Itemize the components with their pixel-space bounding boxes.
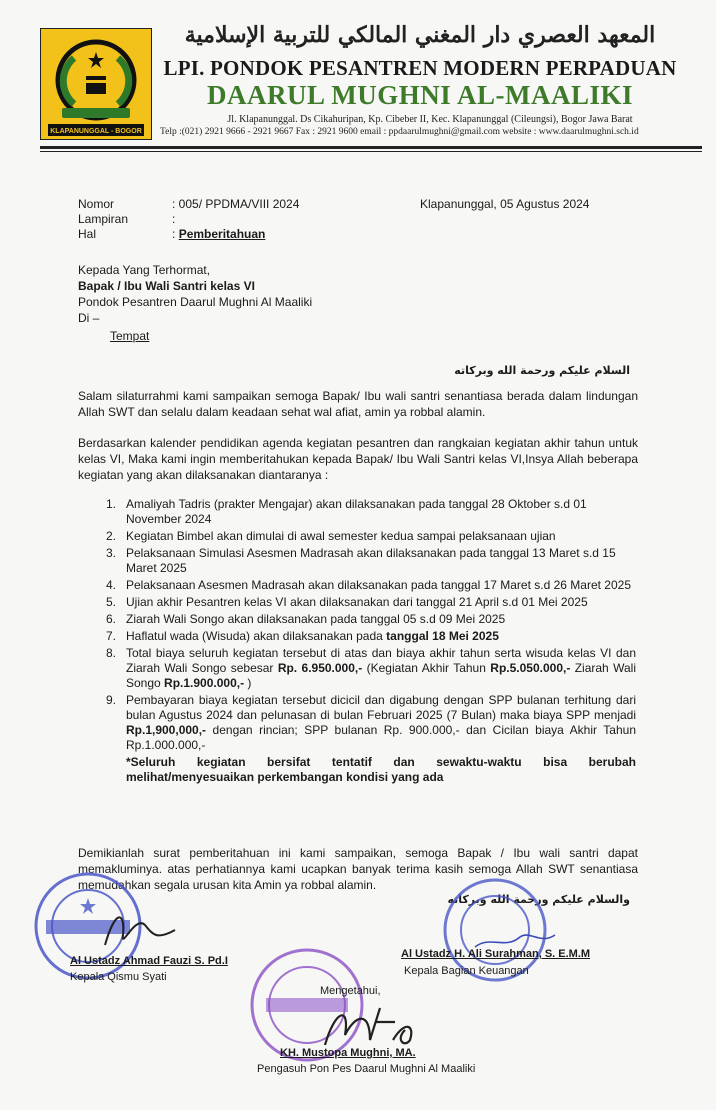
logo-caption: KLAPANUNGGAL - BOGOR [50, 128, 142, 135]
addressee-line2: Bapak / Ibu Wali Santri kelas VI [78, 279, 255, 293]
addressee-line5: Tempat [110, 329, 150, 343]
center-signatory-title: Pengasuh Pon Pes Daarul Mughni Al Maaliki [257, 1063, 476, 1075]
paragraph-intro: Berdasarkan kalender pendidikan agenda kegiatan pesantren dan rangkaian kegiatan akhir tahun untuk kelas VI, Maka kami ingin memberitahukan kepada Bapak/ Ibu Wali Santri kelas VI,Insya Allah beberapa kegiatan yang akan dilaksanakan diantaranya : [78, 436, 638, 482]
header-rule-thick [40, 146, 702, 149]
list-item: 9. Pembayaran biaya kegiatan tersebut dicicil dan digabung dengan SPP bulanan terhitung dari bulan Agustus 2024 dan pelunasan di bulan Februari 2025 (7 Bulan) maka biaya SPP menjadi Rp.1,900,000,- dengan rincian; SPP bulanan Rp. 900.000,- dan Cicilan biaya Akhir Tahun Rp.1.000.000,- [106, 693, 636, 752]
arabic-institution-name: المعهد العصري دار المغني المالكي للتربية الإسلامية [184, 22, 656, 48]
center-signatory-name: KH. Mustopa Mughni, MA. [280, 1047, 416, 1059]
list-item: 3. Pelaksanaan Simulasi Asesmen Madrasah akan dilaksanakan pada tanggal 13 Maret s.d 15 Maret 2025 [106, 546, 616, 575]
agenda-list [96, 497, 636, 787]
lampiran-value: : [172, 212, 176, 226]
right-signatory-title: Kepala Bagian Keuangan [404, 965, 529, 977]
list-item: 6. Ziarah Wali Songo akan dilaksanakan pada tanggal 05 s.d 09 Mei 2025 [106, 612, 506, 626]
letter-date: Klapanunggal, 05 Agustus 2024 [420, 197, 590, 211]
addressee-line1: Kepada Yang Terhormat, [78, 263, 211, 277]
list-item: 7. Haflatul wada (Wisuda) akan dilaksanakan pada tanggal 18 Mei 2025 [106, 629, 499, 643]
signature-left [95, 905, 185, 955]
closing-paragraph: Demikianlah surat pemberitahuan ini kami sampaikan, semoga Bapak / Ibu wali santri dapat memakluminya. atas perhatiannya kami ucapkan banyak terima kasih semoga Allah SWT senantiasa memudahkan segala urusan kita Amin ya robbal alamin. [78, 846, 638, 892]
signature-center [315, 1000, 425, 1050]
institution-logo [40, 28, 152, 140]
lampiran-label: Lampiran [78, 212, 129, 226]
institution-address: Jl. Klapanunggal. Ds Cikahuripan, Kp. Cibeber II, Kec. Klapanunggal (Cileungsi), Bogor Jawa Barat [227, 114, 633, 125]
addressee-line4: Di – [78, 311, 100, 325]
acknowledged-label: Mengetahui, [320, 985, 381, 997]
nomor-value: : 005/ PPDMA/VIII 2024 [172, 197, 300, 211]
hal-value: Pemberitahuan [178, 227, 266, 241]
list-item: 5. Ujian akhir Pesantren kelas VI akan dilaksanakan dari tanggal 21 April s.d 01 Mei 2025 [106, 595, 588, 609]
right-signatory-name: Al Ustadz H. Ali Surahman, S. E.M.M [401, 948, 591, 960]
list-item: 2. Kegiatan Bimbel akan dimulai di awal semester kedua sampai pelaksanaan ujian [106, 529, 556, 543]
header-rule-thin [40, 151, 702, 152]
closing-arabic: والسلام عليكم ورحمة الله وبركاته [447, 893, 630, 906]
addressee-line3: Pondok Pesantren Daarul Mughni Al Maaliki [78, 295, 313, 309]
hal-colon: : [172, 227, 176, 241]
tentative-note: *Seluruh kegiatan bersifat tentatif dan sewaktu-waktu bisa berubah melihat/menyesuaikan perkembangan kondisi yang ada [126, 755, 636, 784]
list-item: 4. Pelaksanaan Asesmen Madrasah akan dilaksanakan pada tanggal 17 Maret s.d 26 Maret 2025 [106, 578, 631, 592]
institution-line2: DAARUL MUGHNI AL-MAALIKI [206, 80, 634, 110]
hal-value-wrap [172, 227, 265, 241]
nomor-label: Nomor [78, 197, 115, 211]
hal-label: Hal [78, 227, 97, 241]
greeting-arabic: السلام عليكم ورحمة الله وبركاته [454, 364, 630, 377]
list-item: 1. Amaliyah Tadris (prakter Mengajar) akan dilaksanakan pada tanggal 28 Oktober s.d 01 November 2024 [106, 497, 587, 526]
list-item: 8. Total biaya seluruh kegiatan tersebut di atas dan biaya akhir tahun serta wisuda kelas VI dan Ziarah Wali Songo sebesar Rp. 6.950.000,- (Kegiatan Akhir Tahun Rp.5.050.000,- Ziarah Wali Songo Rp.1.900.000,- ) [106, 646, 636, 690]
institution-contact: Telp :(021) 2921 9666 - 2921 9667 Fax : 2921 9600 email : ppdaarulmughni@gmail.com website : www.daarulmughni.sch.id [160, 127, 639, 137]
paragraph-greeting: Salam silaturrahmi kami sampaikan semoga Bapak/ Ibu wali santri senantiasa berada dalam lindungan Allah SWT dan selalu dalam keadaan sehat wal afiat, amin ya robbal alamin. [78, 389, 638, 419]
left-signatory-title: Kepala Qismu Syati [70, 971, 167, 983]
institution-line1: LPI. PONDOK PESANTREN MODERN PERPADUAN [163, 56, 677, 80]
left-signatory-name: Al Ustadz Ahmad Fauzi S. Pd.I [70, 955, 228, 967]
